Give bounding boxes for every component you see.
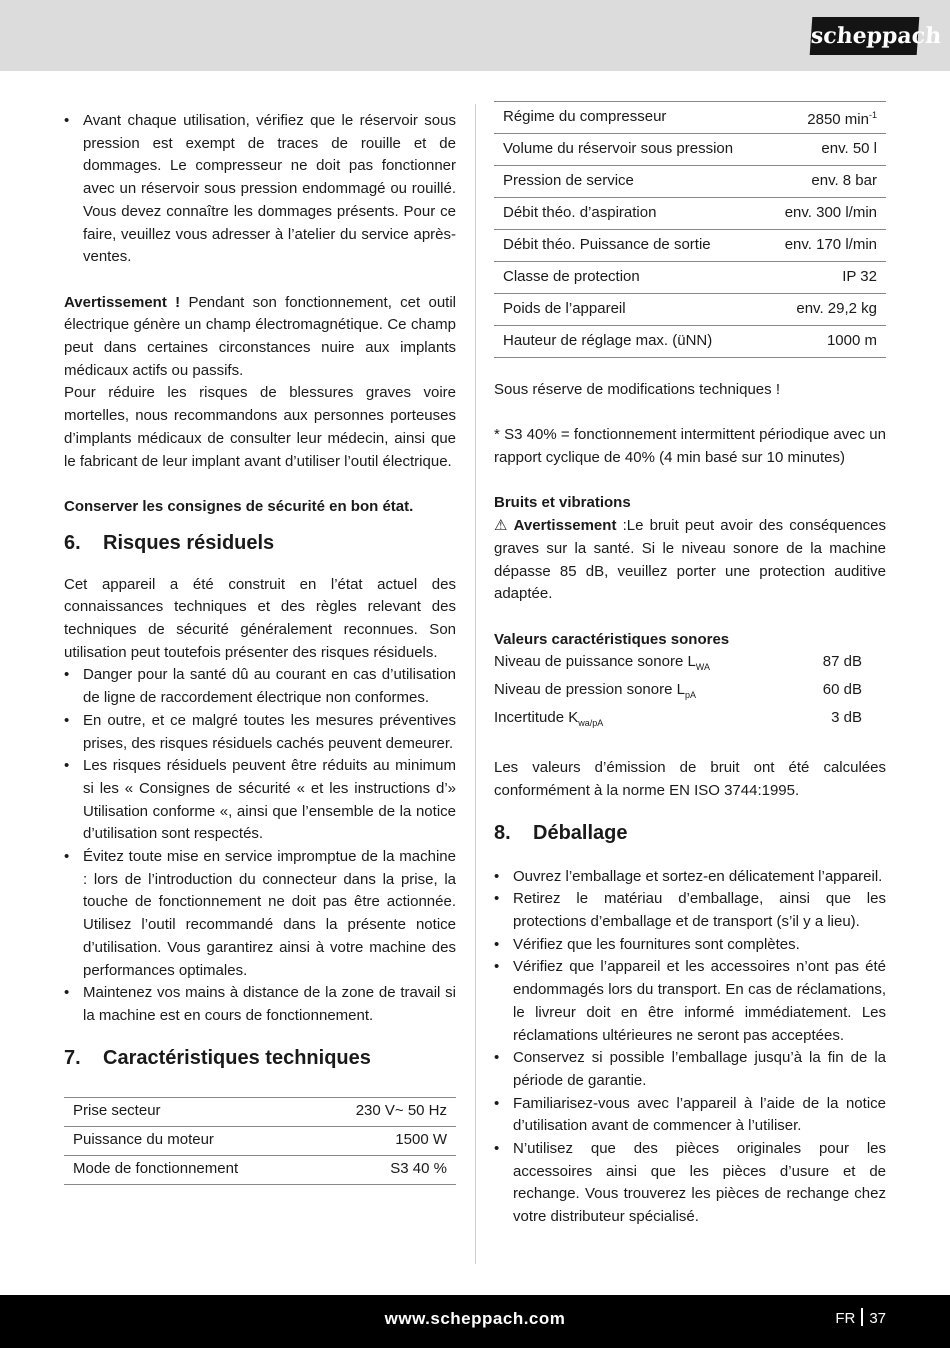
section-7-heading — [64, 1043, 456, 1073]
spec-value: IP 32 — [765, 262, 886, 294]
spec-value: env. 300 l/min — [765, 198, 886, 230]
table-row — [494, 262, 886, 294]
noise-warning-paragraph — [494, 515, 886, 606]
table-row — [494, 102, 886, 134]
spec-label: Classe de protection — [494, 262, 765, 294]
warning-text: :Le bruit peut avoir des conséquences graves sur la santé. Si le niveau sonore de la machine dépasse 85 dB, veuillez porter une protection auditive adaptée. — [494, 517, 886, 603]
warning-triangle-icon: ⚠ — [494, 517, 508, 535]
list-item: • Vérifiez que l’appareil et les accessoires n’ont pas été endommagés lors du transport. En cas de réclamations, le livreur doit en être informé immédiatement. Les réclamations ultérieures ne seront pas acceptées. — [494, 956, 886, 1047]
table-row — [494, 166, 886, 198]
spec-value: 230 V~ 50 Hz — [309, 1097, 456, 1126]
sound-label: Incertitude $K_{wa/pA}$ — [494, 708, 604, 728]
spec-label: Hauteur de réglage max. (üNN) — [494, 326, 765, 358]
sound-value: 3 dB — [831, 708, 862, 726]
section-title: Caractéristiques techniques — [103, 1046, 371, 1069]
table-row — [64, 1097, 456, 1126]
spec-value: 1000 m — [765, 326, 886, 358]
table-row — [494, 294, 886, 326]
list-item: • Familiarisez-vous avec l’appareil à l’aide de la notice d’utilisation avant de commencer à l’utiliser. — [494, 1093, 886, 1138]
implant-paragraph: Pour réduire les risques de blessures graves voire mortelles, nous recommandons aux personnes porteuses d’implants médicaux de consulter leur médecin, ainsi que le fabricant de leur implant avant d’utiliser l’outil électrique. — [64, 384, 456, 470]
header-bar — [0, 0, 950, 71]
separator — [861, 1308, 863, 1326]
list-item: • Évitez toute mise en service impromptue de la machine : lors de l’introduction du connecteur dans la prise, la touche de fonctionnement ne doit pas être actionnée. Utilisez l’outil recommandé dans la présente notice d’utilisation. Vous garantirez ainsi à votre machine des performances optimales. — [64, 846, 456, 982]
keep-safety-note: Conserver les consignes de sécurité en bon état. — [64, 497, 414, 515]
spec-label: Pression de service — [494, 166, 765, 198]
warning-text: Pendant son fonctionnement, cet outil électrique génère un champ électromagnétique. Ce champ peut dans certaines circonstances nuire aux implants médicaux actifs ou passifs. — [64, 293, 456, 379]
section-number: 7. — [64, 1046, 81, 1069]
emission-note: Les valeurs d’émission de bruit ont été calculées conformément à la norme EN ISO 3744:1995. — [494, 759, 886, 799]
residual-risks-list — [64, 664, 456, 1027]
spec-label: Poids de l’appareil — [494, 294, 765, 326]
section-6-heading — [64, 528, 456, 558]
list-item: • Danger pour la santé dû au courant en cas d’utilisation de ligne de raccordement électrique non conformes. — [64, 664, 456, 709]
section-number: 6. — [64, 531, 81, 554]
sound-value: 60 dB — [822, 681, 862, 699]
section-6-intro: Cet appareil a été construit en l’état actuel des connaissances techniques et des règles relevant des techniques de sécurité généralement reconnues. Son utilisation peut toutefois présenter des risques résiduels. — [64, 575, 456, 661]
sound-value: 87 dB — [822, 653, 862, 671]
s3-footnote: * S3 40% = fonctionnement intermittent périodique avec un rapport cyclique de 40% (4 min basé sur 10 minutes) — [494, 426, 886, 467]
spec-label: Puissance du moteur — [64, 1126, 309, 1155]
spec-label: Prise secteur — [64, 1097, 309, 1126]
sound-values-heading: Valeurs caractéristiques sonores — [494, 630, 730, 648]
spec-label: Régime du compresseur — [494, 102, 765, 134]
spec-label: Débit théo. Puissance de sortie — [494, 230, 765, 262]
spec-value: S3 40 % — [309, 1155, 456, 1184]
list-item: • Conservez si possible l’emballage jusqu’à la fin de la période de garantie. — [494, 1047, 886, 1092]
tech-table-right — [494, 101, 886, 358]
section-title: Déballage — [533, 821, 628, 844]
tech-table-left — [64, 1097, 456, 1185]
list-item: • En outre, et ce malgré toutes les mesures préventives prises, des risques résiduels cachés peuvent demeurer. — [64, 710, 456, 755]
footer-bar — [0, 1295, 950, 1348]
section-title: Risques résiduels — [103, 531, 275, 554]
sound-row — [494, 679, 886, 707]
warning-label: Avertissement — [513, 517, 617, 535]
list-item: • N’utilisez que des pièces originales pour les accessoires ainsi que les pièces d’usure et de rechange. Vous trouverez les pièces de rechange chez votre distributeur spécialisé. — [494, 1138, 886, 1229]
table-row — [494, 230, 886, 262]
section-number: 8. — [494, 821, 511, 844]
table-row — [494, 134, 886, 166]
section-8-heading — [494, 818, 886, 848]
spec-label: Débit théo. d’aspiration — [494, 198, 765, 230]
spec-label: Mode de fonctionnement — [64, 1155, 309, 1184]
page-number: 37 — [869, 1310, 886, 1327]
table-row — [494, 326, 886, 358]
sound-label: Niveau de pression sonore $L_{pA}$ — [494, 681, 696, 701]
em-warning-paragraph — [64, 292, 456, 383]
website-link[interactable]: www.scheppach.com — [384, 1309, 566, 1328]
list-item: • Retirez le matériau d’emballage, ainsi que les protections d’emballage et de transport (s’il y a lieu). — [494, 888, 886, 933]
scheppach-logo: scheppach — [810, 17, 920, 55]
spec-value: env. 170 l/min — [765, 230, 886, 262]
right-column — [494, 101, 886, 1229]
list-item: • Ouvrez l’emballage et sortez-en délicatement l’appareil. — [494, 866, 886, 889]
spec-label: Volume du réservoir sous pression — [494, 134, 765, 166]
table-row — [64, 1155, 456, 1184]
column-divider — [475, 104, 476, 1264]
left-column — [64, 110, 456, 1185]
sound-row — [494, 651, 886, 679]
page-indicator — [835, 1308, 886, 1331]
spec-value: env. 50 l — [765, 134, 886, 166]
list-item: • Avant chaque utilisation, vérifiez que le réservoir sous pression est exempt de traces de rouille et de dommages. Le compresseur ne doit pas fonctionner avec un réservoir sous pression endommagé ou rouillé. Vous devez connaître les dommages présents. Pour ce faire, veuillez vous adresser à l’atelier du service après-ventes. — [64, 110, 456, 269]
sound-label: Niveau de puissance sonore $L_{WA}$ — [494, 653, 710, 673]
spec-value: 2850 $\min^{-1}$ — [765, 102, 886, 134]
intro-list — [64, 110, 456, 269]
table-row — [494, 198, 886, 230]
spec-value: 1500 W — [309, 1126, 456, 1155]
reserve-note: Sous réserve de modifications techniques ! — [494, 381, 780, 398]
list-item: • Maintenez vos mains à distance de la zone de travail si la machine est en cours de fonctionnement. — [64, 982, 456, 1027]
list-item: • Vérifiez que les fournitures sont complètes. — [494, 934, 886, 957]
unpacking-list — [494, 866, 886, 1229]
language-code: FR — [835, 1310, 856, 1327]
table-row — [64, 1126, 456, 1155]
spec-value: env. 29,2 kg — [765, 294, 886, 326]
sound-row — [494, 707, 886, 735]
warning-label: Avertissement ! — [64, 293, 181, 311]
list-item: • Les risques résiduels peuvent être réduits au minimum si les « Consignes de sécurité « et les instructions d’» Utilisation conforme «, ainsi que l’ensemble de la notice d’utilisation sont respectés. — [64, 755, 456, 846]
noise-heading: Bruits et vibrations — [494, 494, 631, 512]
spec-value: env. 8 bar — [765, 166, 886, 198]
